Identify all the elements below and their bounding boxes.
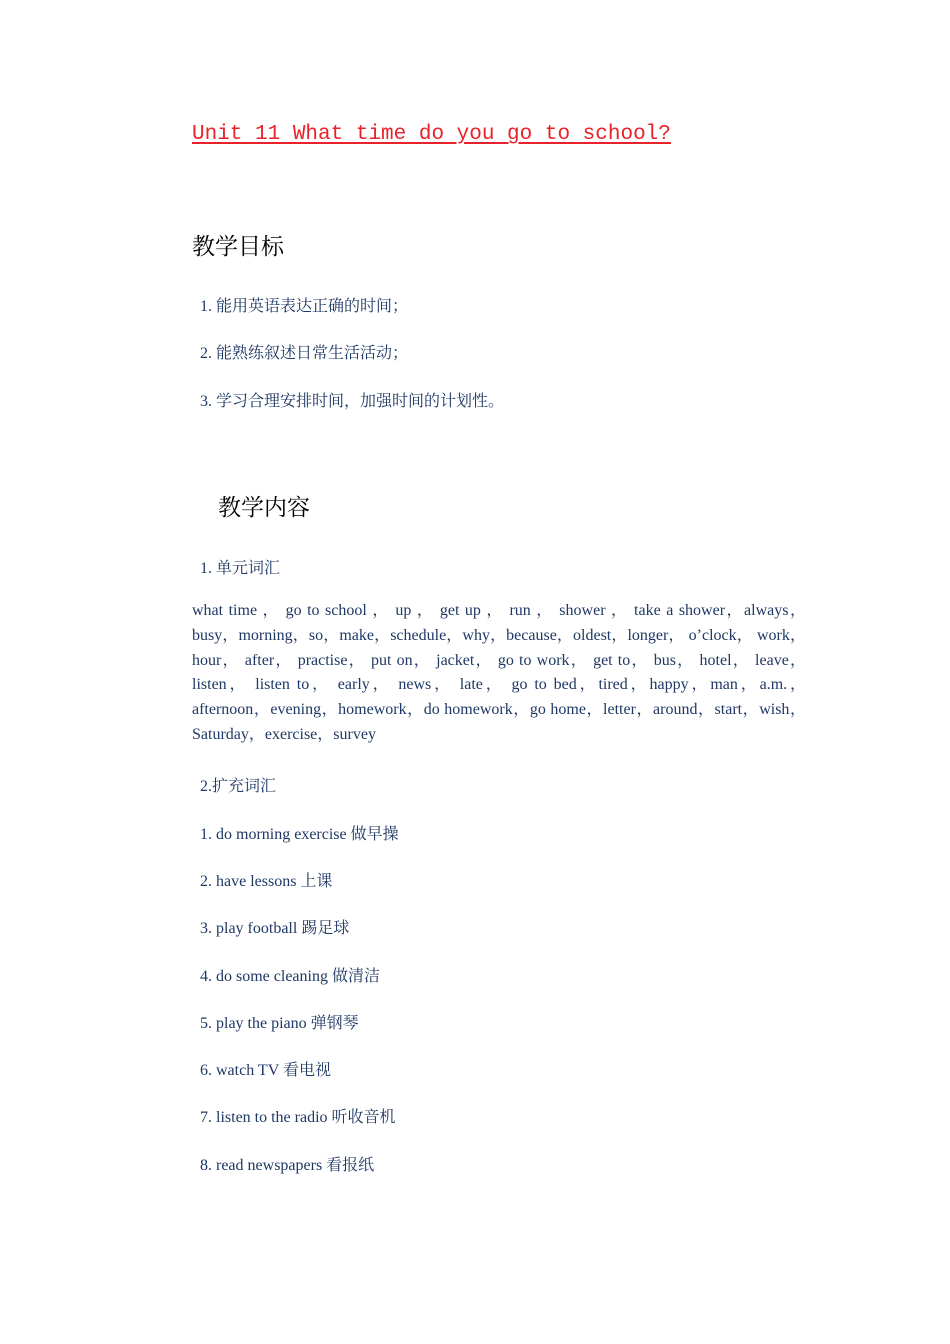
objective-item: 2. 能熟练叙述日常生活活动；	[200, 345, 409, 362]
vocabulary-paragraph: what time ， go to school ， up ， get up ， run ， shower ， take a shower，always，busy，morning，so，make，schedule，why，because，oldest，longer， o’clock， work， hour， after， practise， put on， jacket， go to work， get to， bus， hotel， leave， listen， listen to， early， news， late， go to bed，tired，happy，man，a.m.，afternoon，evening，homework，do homework，go home，letter，around，start，wish，Saturday，exercise，survey	[192, 602, 806, 743]
phrase-item: 8. read newspapers 看报纸	[200, 1157, 375, 1174]
phrase-item: 2. have lessons 上课	[200, 873, 333, 890]
phrase-item: 7. listen to the radio 听收音机	[200, 1109, 396, 1126]
phrase-item: 6. watch TV 看电视	[200, 1062, 331, 1079]
document-title: Unit 11 What time do you go to school?	[192, 123, 671, 146]
phrase-item: 1. do morning exercise 做早操	[200, 826, 399, 843]
objective-item: 3. 学习合理安排时间，加强时间的计划性。	[200, 393, 505, 410]
phrase-item: 3. play football 踢足球	[200, 920, 350, 937]
section-vocabulary-label: 1. 单元词汇	[200, 560, 281, 577]
phrase-item: 4. do some cleaning 做清洁	[200, 968, 380, 985]
section-extended-label: 2.扩充词汇	[200, 778, 277, 795]
objective-item: 1. 能用英语表达正确的时间；	[200, 298, 409, 315]
content-heading: 教学内容	[218, 495, 310, 521]
objectives-heading: 教学目标	[192, 234, 284, 260]
phrase-item: 5. play the piano 弹钢琴	[200, 1015, 359, 1032]
